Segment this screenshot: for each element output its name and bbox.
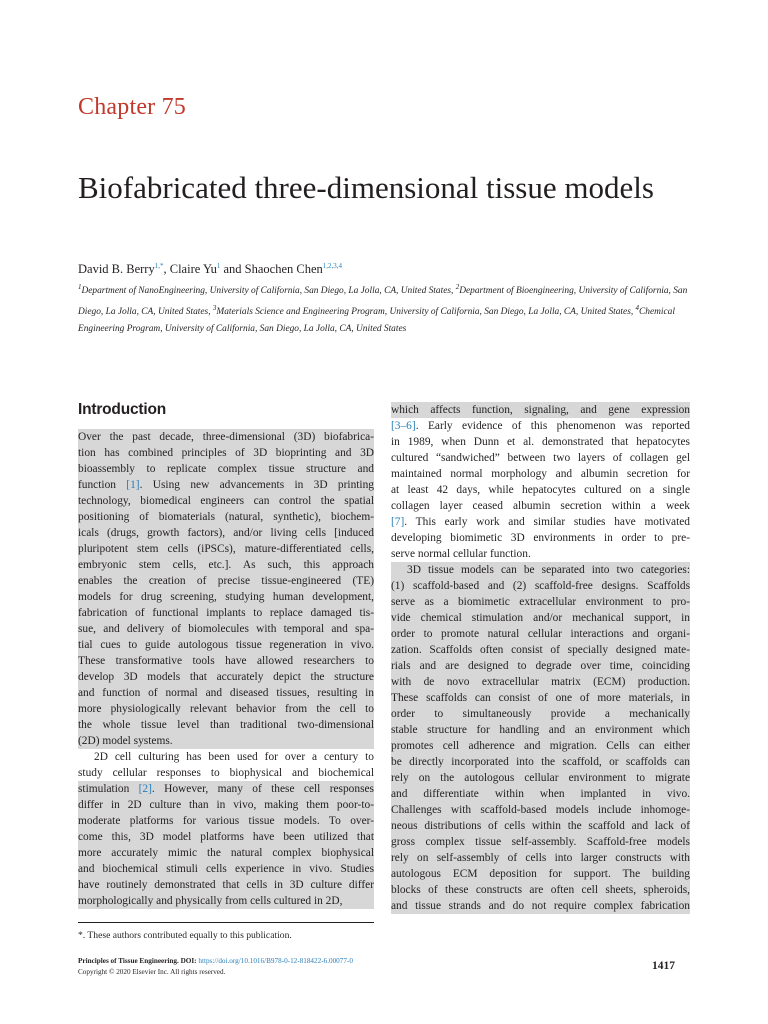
affiliations: [78, 279, 690, 338]
body-text-line: icals (drugs, growth factors), and/or living cells [induced: [78, 527, 374, 539]
chapter-title: Biofabricated three-dimensional tissue models: [78, 170, 654, 205]
body-text-line: differ in 2D culture than in vivo, making them poor-to-: [78, 799, 374, 811]
author-separator: ,: [163, 262, 170, 277]
body-text-line: (2D) model systems.: [78, 733, 374, 749]
body-text-line: vide chemical stimulation and/or mechanical support, in: [391, 612, 690, 624]
publication-line: [78, 956, 353, 967]
body-text-line: collagen layer ceased albumin secretion within a week: [391, 500, 690, 512]
publication-info: [78, 956, 353, 978]
author-affiliation-mark[interactable]: 1,2,3,4: [322, 262, 343, 270]
citation-link[interactable]: [2]: [138, 783, 152, 795]
body-text-line: fabrication of functional implants to replace damaged tis-: [78, 607, 374, 619]
body-text-line: [7]. This early work and similar studies have motivated: [391, 516, 690, 528]
body-text-line: blocks of these constructs are often cell sheets, spheroids,: [391, 884, 690, 896]
body-text-line: embryonic stem cells, etc.]. As such, this approach: [78, 559, 374, 571]
left-column-body: [78, 429, 374, 909]
affiliation-text: Materials Science and Engineering Program, University of California, San Diego, La Jolla, CA, United States,: [216, 307, 636, 318]
body-text-line: order to simultaneously provide a mechanically: [391, 708, 690, 720]
body-text-line: with de novo extracellular matrix (ECM) production.: [391, 676, 690, 688]
body-text-line: and function of normal and diseased tissues, resulting in: [78, 687, 374, 699]
body-text-line: maintained normal morphology and albumin secretion for: [391, 468, 690, 480]
body-text-line: enables the creation of precise tissue-engineered (TE): [78, 575, 374, 587]
author-name: David B. Berry: [78, 262, 155, 277]
body-text-line: at least 42 days, while hepatocytes cultured on a single: [391, 484, 690, 496]
body-text-line: more physiologically relevant behavior from the cell to: [78, 703, 374, 715]
doi-link[interactable]: https://doi.org/10.1016/B978-0-12-818422-6.00077-0: [198, 957, 353, 965]
body-text-line: stable structure for handling and an environment which: [391, 724, 690, 736]
copyright-line: Copyright © 2020 Elsevier Inc. All rights reserved.: [78, 968, 226, 976]
body-text-line: in 1989, when Dunn et al. demonstrated that hepatocytes: [391, 436, 690, 448]
body-text-line: and tissue strands and do not require complex fabrication: [391, 900, 690, 912]
body-text-line: [3–6]. Early evidence of this phenomenon was reported: [391, 420, 690, 432]
affiliation-text: Department of Bioengineering, University of California, San Diego, La Jolla, CA, United States,: [78, 286, 688, 318]
body-text-line: Over the past decade, three-dimensional (3D) biofabrica-: [78, 431, 374, 443]
body-text-line: neous distributions of cells within the scaffold and lack of: [391, 820, 690, 832]
author-name: Shaochen Chen: [244, 262, 323, 277]
citation-link[interactable]: [3–6]: [391, 420, 416, 432]
author-list: [78, 262, 342, 277]
body-text-line: stimulation [2]. However, many of these cell responses: [78, 783, 374, 795]
body-text-line: come this, 3D model platforms have been utilized that: [78, 831, 374, 843]
body-text-line: models for drug screening, studying human development,: [78, 591, 374, 603]
body-text-line: gross complex tissue self-assembly. Scaffold-free models: [391, 836, 690, 848]
body-text-line: rials and are designed to degrade over time, coinciding: [391, 660, 690, 672]
body-text-line: tial cues to guide autologous tissue regeneration in vivo.: [78, 639, 374, 651]
page-number: 1417: [652, 960, 675, 972]
body-text-line: serve as a biomimetic extracellular environment to pro-: [391, 596, 690, 608]
chapter-label: Chapter 75: [78, 94, 186, 120]
body-text-line: moderate platforms for various tissue models. To over-: [78, 815, 374, 827]
body-text-line: order to promote natural cellular interactions and organi-: [391, 628, 690, 640]
section-heading: Introduction: [78, 401, 166, 418]
author-affiliation-mark[interactable]: 1,*: [154, 262, 164, 270]
body-text-line: be directly incorporated into the scaffold, or scaffolds can: [391, 756, 690, 768]
body-text-line: rely on the autologous cellular environment to migrate: [391, 772, 690, 784]
affiliation-text: Department of NanoEngineering, University of California, San Diego, La Jolla, CA, United States,: [81, 286, 456, 297]
affiliation-number: 2: [455, 283, 460, 291]
body-text-line: technology, biomedical engineers can control the spatial: [78, 495, 374, 507]
citation-link[interactable]: [1]: [126, 479, 140, 491]
body-text-line: sue, and delivery of biomolecules with temporal and spa-: [78, 623, 374, 635]
author-separator: and: [220, 262, 245, 277]
body-text-line: the whole tissue level than traditional two-dimensional: [78, 719, 374, 731]
body-text-line: study cellular responses to biophysical and biochemical: [78, 767, 374, 779]
doi-label: DOI:: [180, 957, 197, 965]
body-text-line: bioassembly to replicate complex tissue structure and: [78, 463, 374, 475]
author-affiliation-mark[interactable]: 1: [216, 262, 221, 270]
body-text-line: zation. Scaffolds often consist of specially designed mate-: [391, 644, 690, 656]
affiliation-number: 1: [78, 283, 82, 291]
body-text-line: These transformative tools have allowed researchers to: [78, 655, 374, 667]
affiliation-text: Chemical Engineering Program, University of California, San Diego, La Jolla, CA, United States: [78, 307, 675, 335]
body-text-line: autologous ECM deposition for support. The building: [391, 868, 690, 880]
body-text-line: These scaffolds can consist of one of more materials, in: [391, 692, 690, 704]
body-text-line: 3D tissue models can be separated into two categories:: [391, 562, 690, 578]
footnote: *. These authors contributed equally to this publication.: [78, 930, 292, 941]
body-text-line: cultured “sandwiched” between two layers of collagen gel: [391, 452, 690, 464]
right-column-body: [391, 402, 690, 914]
body-text-line: developing biomimetic 3D environments in order to pre-: [391, 532, 690, 544]
body-text-line: have routinely demonstrated that cells in 3D culture differ: [78, 879, 374, 891]
affiliation-number: 3: [212, 304, 217, 313]
citation-link[interactable]: [7]: [391, 516, 405, 528]
body-text-line: which affects function, signaling, and gene expression: [391, 404, 690, 416]
body-text-line: Challenges with scaffold-based models include inhomoge-: [391, 804, 690, 816]
body-text-line: pluripotent stem cells (iPSCs), mature-differentiated cells,: [78, 543, 374, 555]
body-text-line: promotes cell adherence and migration. Cells can either: [391, 740, 690, 752]
body-text-line: morphologically and physically from cells cultured in 2D,: [78, 893, 374, 909]
affiliation-number: 4: [635, 304, 640, 313]
body-text-line: (1) scaffold-based and (2) scaffold-free designs. Scaffolds: [391, 580, 690, 592]
author-name: Claire Yu: [169, 262, 217, 277]
book-label: Principles of Tissue Engineering.: [78, 957, 179, 965]
footnote-rule: [78, 922, 374, 923]
body-text-line: rely on self-assembly of cells into larger constructs with: [391, 852, 690, 864]
body-text-line: serve normal cellular function.: [391, 548, 531, 560]
body-text-line: positioning of biomaterials (natural, synthetic), biochem-: [78, 511, 374, 523]
body-text-line: function [1]. Using new advancements in 3D printing: [78, 479, 374, 491]
body-text-line: and differentiate within when implanted in vivo.: [391, 788, 690, 800]
body-text-line: 2D cell culturing has been used for over a century to: [94, 751, 374, 763]
body-text-line: tion has combined principles of 3D bioprinting and 3D: [78, 447, 374, 459]
body-text-line: more accurately mimic the natural complex biophysical: [78, 847, 374, 859]
body-text-line: and biochemical stimuli cells experience in vivo. Studies: [78, 863, 374, 875]
body-text-line: develop 3D models that accurately depict the structure: [78, 671, 374, 683]
